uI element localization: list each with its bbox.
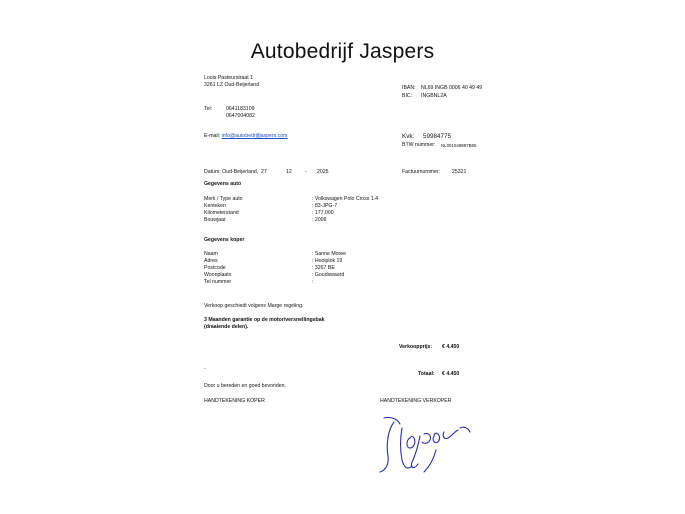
- auto-label: Kilometerstand: [204, 210, 239, 216]
- tel-number-2: 0647004082: [226, 113, 255, 119]
- koper-row: [204, 279, 346, 286]
- bic-value: INGBNL2A: [421, 93, 447, 99]
- email-row: [204, 133, 287, 140]
- auto-row: [204, 217, 378, 224]
- auto-label: Bouwjaar: [204, 217, 226, 223]
- koper-row: [204, 251, 346, 258]
- koper-row: [204, 258, 346, 265]
- sign-koper-label: HANDTEKENING KOPER: [204, 398, 265, 404]
- kvk-value: 59984775: [423, 133, 452, 140]
- email-label: E-mail:: [204, 133, 221, 139]
- koper-value: : Hooiplok 19: [312, 258, 343, 264]
- dash-mark: -: [204, 366, 206, 372]
- tel-numbers: [226, 106, 255, 120]
- approval-note: Door u bereden en goed bevonden.: [204, 383, 286, 389]
- btw-label: BTW nummer:: [402, 142, 436, 148]
- auto-label: Merk / Type auto: [204, 196, 243, 202]
- datum-year: 2025: [317, 169, 329, 175]
- garantie-note: [204, 317, 325, 331]
- datum-dash: -: [305, 169, 307, 175]
- tel-number-1: 0641183109: [226, 106, 255, 112]
- koper-row: [204, 265, 346, 272]
- company-title: Autobedrijf Jaspers: [250, 40, 435, 63]
- koper-heading: Gegevens koper: [204, 237, 245, 243]
- koper-table: [204, 251, 346, 286]
- iban-label: IBAN:: [402, 85, 416, 91]
- koper-value: : Sanne Moree: [312, 251, 347, 257]
- auto-value: : 177.000: [312, 210, 334, 216]
- verkoopprijs-value: € 4.450: [442, 344, 460, 350]
- factuur-label: Factuurnummer:: [402, 169, 441, 175]
- auto-label: Kenteken: [204, 203, 226, 209]
- address-block: [204, 75, 259, 89]
- tel-label: Tel:: [204, 106, 213, 112]
- koper-label: Adres: [204, 258, 218, 264]
- iban-value: NL69 INGB 0006 40 49 49: [421, 85, 483, 91]
- koper-value: : 3267 BE: [312, 265, 335, 271]
- auto-heading: Gegevens auto: [204, 181, 242, 187]
- koper-row: [204, 272, 346, 279]
- koper-value: : Goudswaard: [312, 272, 345, 278]
- bic-label: BIC:: [402, 93, 413, 99]
- marge-note: Verkoop geschiedt volgens Marge regeling.: [204, 303, 304, 309]
- totaal-value: € 4.450: [442, 371, 460, 377]
- address-line-1: Louis Pasteurstraat 1: [204, 75, 254, 81]
- koper-label: Postcode: [204, 265, 226, 271]
- garantie-line-1: 3 Maanden garantie op de motor/versnellingsbak: [204, 317, 325, 323]
- auto-row: [204, 203, 378, 210]
- auto-table: [204, 196, 378, 224]
- email-link[interactable]: info@autobedrijfjaspers.com: [221, 133, 288, 139]
- factuur-number: 25321: [452, 169, 467, 175]
- signature-image: [374, 410, 484, 480]
- koper-label: Woonplaats: [204, 272, 232, 278]
- address-line-2: 3261 LZ Oud-Beijerland: [204, 82, 260, 88]
- auto-row: [204, 210, 378, 217]
- auto-value: : 2009: [312, 217, 327, 223]
- verkoopprijs-label: Verkoopprijs:: [399, 344, 433, 350]
- datum-label: Datum: Oud-Beijerland,: [204, 169, 259, 175]
- koper-label: Naam: [204, 251, 218, 257]
- totaal-label: Totaal:: [418, 371, 435, 377]
- auto-value: : 83-JPG-7: [312, 203, 338, 209]
- datum-day: 27: [261, 169, 267, 175]
- koper-value: :: [312, 279, 314, 285]
- btw-value: NL001549897B85: [441, 143, 477, 148]
- datum-month: 12: [286, 169, 292, 175]
- auto-value: : Volkswagen Polo Cross 1.4: [312, 196, 379, 202]
- kvk-label: Kvk:: [402, 133, 415, 140]
- sign-verkoper-label: HANDTEKENING VERKOPER: [380, 398, 452, 404]
- koper-label: Tel nummer: [204, 279, 232, 285]
- garantie-line-2: (draaiende delen).: [204, 324, 249, 330]
- auto-row: [204, 196, 378, 203]
